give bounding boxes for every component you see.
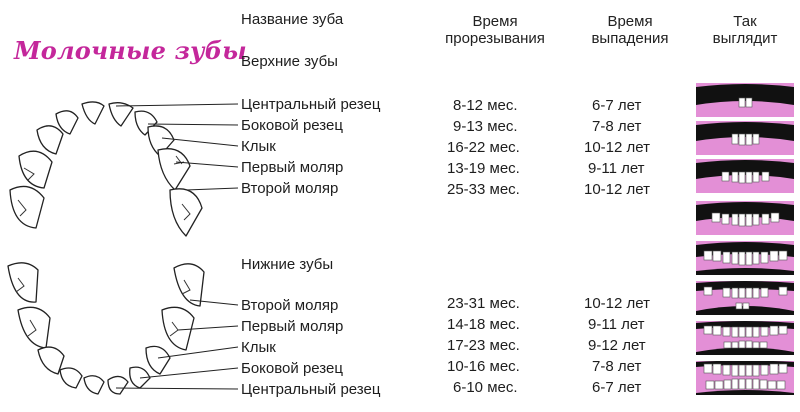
upper-row-name: Первый моляр [241,159,344,176]
lower-row-name: Центральный резец [241,381,381,398]
lower-row-name: Первый моляр [241,318,344,335]
lower-row-loss: 7-8 лет [592,358,642,375]
upper-row-name: Центральный резец [241,96,381,113]
lower-teeth-label: Нижние зубы [241,256,334,273]
lower-row-eruption: 6-10 мес. [453,379,518,396]
upper-row-eruption: 25-33 мес. [447,181,520,198]
upper-row-loss: 10-12 лет [584,181,650,198]
header-eruption: Время прорезывания [445,13,545,47]
lower-row-loss: 9-12 лет [588,337,646,354]
upper-jaw [10,102,202,236]
teeth-thumbnail [696,241,794,275]
lower-row-name: Клык [241,339,276,356]
teeth-thumbnail [696,361,794,395]
lower-row-name: Второй моляр [241,297,339,314]
upper-teeth-label: Верхние зубы [241,53,338,70]
upper-row-loss: 6-7 лет [592,97,642,114]
page-title: Молочные зубы [14,36,247,65]
header-looks: Так выглядит [712,13,778,47]
lower-row-eruption: 17-23 мес. [447,337,520,354]
upper-row-eruption: 16-22 мес. [447,139,520,156]
upper-row-name: Боковой резец [241,117,343,134]
teeth-thumbnail [696,121,794,155]
teeth-thumbnail [696,321,794,355]
header-loss: Время выпадения [591,13,669,47]
teeth-thumbnail [696,281,794,315]
upper-row-eruption: 9-13 мес. [453,118,518,135]
lower-row-name: Боковой резец [241,360,343,377]
teeth-thumbnail [696,83,794,117]
lower-row-eruption: 14-18 мес. [447,316,520,333]
lower-row-loss: 6-7 лет [592,379,642,396]
upper-row-loss: 9-11 лет [588,160,645,177]
upper-row-eruption: 13-19 мес. [447,160,520,177]
teeth-thumbnail [696,159,794,193]
lower-row-loss: 10-12 лет [584,295,650,312]
upper-row-loss: 10-12 лет [584,139,650,156]
lower-row-loss: 9-11 лет [588,316,645,333]
lower-row-eruption: 10-16 мес. [447,358,520,375]
teeth-thumbnail [696,201,794,235]
upper-row-loss: 7-8 лет [592,118,642,135]
upper-row-eruption: 8-12 мес. [453,97,518,114]
upper-row-name: Второй моляр [241,180,339,197]
lower-row-eruption: 23-31 мес. [447,295,520,312]
upper-row-name: Клык [241,138,276,155]
header-tooth-name: Название зуба [241,11,344,28]
